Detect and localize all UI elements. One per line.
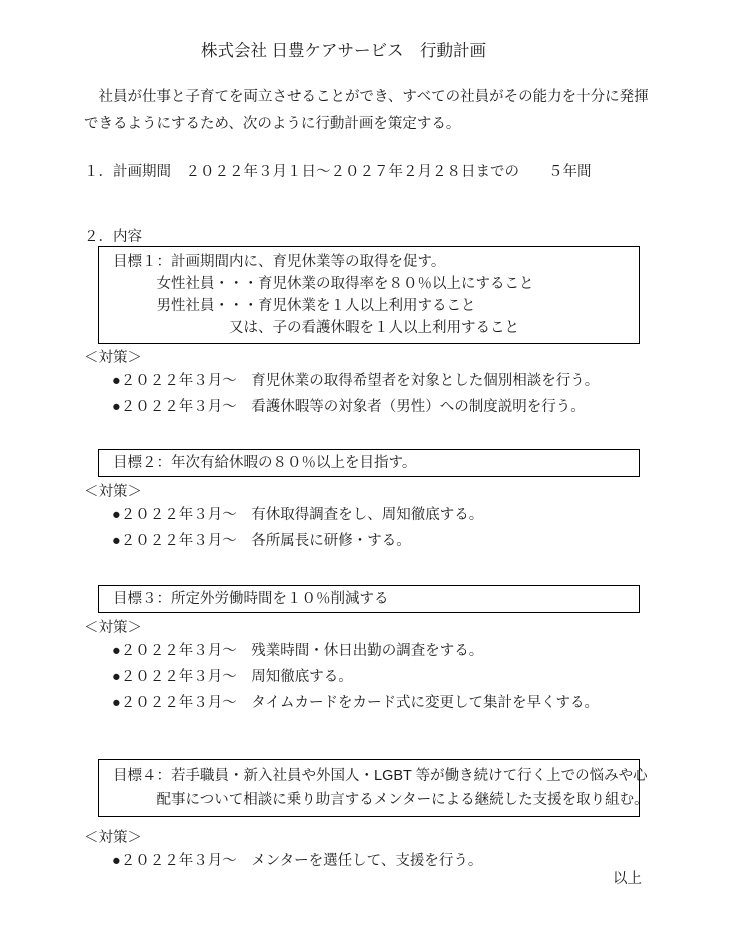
goal-1-measures-label: ＜対策＞ xyxy=(84,350,142,366)
goal-1-measure-1: ●２０２２年３月～ 育児休業の取得希望者を対象とした個別相談を行う。 xyxy=(112,373,600,389)
goal-3-line-1: 目標３：所定外労働時間を１０％削減する xyxy=(113,591,389,607)
goal-3-measures-list xyxy=(112,638,655,716)
section-2-heading: ２．内容 xyxy=(84,229,142,245)
goal-1-measures-list xyxy=(112,368,655,420)
goal-4-box xyxy=(98,759,649,817)
goal-1-line-1: 目標１：計画期間内に、育児休業等の取得を促す。 xyxy=(113,254,446,270)
goal-1-line-2: 女性社員・・・育児休業の取得率を８０％以上にすること xyxy=(113,276,534,292)
goal-3-measures-label: ＜対策＞ xyxy=(84,620,142,636)
goal-4-line-2: 配事について相談に乗り助言するメンターによる継続した支援を取り組む。 xyxy=(113,792,649,808)
goal-1-line-4: 又は、子の看護休暇を１人以上利用すること xyxy=(113,320,519,336)
goal-3-box xyxy=(98,585,640,613)
goal-2-measures-list xyxy=(112,502,655,554)
goal-1-measure-2: ●２０２２年３月～ 看護休暇等の対象者（男性）への制度説明を行う。 xyxy=(112,399,585,415)
goal-1-box xyxy=(98,246,640,344)
section-1-heading: １．計画期間 ２０２２年３月１日～２０２７年２月２８日までの ５年間 xyxy=(84,164,592,180)
intro-paragraph: 社員が仕事と子育てを両立させることができ、すべての社員がその能力を十分に発揮できるようにするため、次のように行動計画を策定する。 xyxy=(84,89,649,132)
goal-3-measure-3: ●２０２２年３月～ タイムカードをカード式に変更して集計を早くする。 xyxy=(112,695,599,711)
document-title: 株式会社 日豊ケアサービス 行動計画 xyxy=(200,42,487,60)
goal-2-measure-2: ●２０２２年３月～ 各所属長に研修・する。 xyxy=(112,533,411,549)
closing-label: 以上 xyxy=(613,871,642,887)
goal-2-line-1: 目標２：年次有給休暇の８０％以上を目指す。 xyxy=(113,455,417,471)
goal-4-line-1: 目標４：若手職員・新入社員や外国人・LGBT 等が働き続けて行く上での悩みや心 xyxy=(113,768,648,784)
goal-2-measures-label: ＜対策＞ xyxy=(84,484,142,500)
goal-3-measure-1: ●２０２２年３月～ 残業時間・休日出勤の調査をする。 xyxy=(112,643,484,659)
goal-3-measure-2: ●２０２２年３月～ 周知徹底する。 xyxy=(112,669,353,685)
goal-1-line-3: 男性社員・・・育児休業を１人以上利用すること xyxy=(113,298,476,314)
goal-4-measures-label: ＜対策＞ xyxy=(84,830,142,846)
goal-2-measure-1: ●２０２２年３月～ 有休取得調査をし、周知徹底する。 xyxy=(112,507,484,523)
goal-2-box xyxy=(98,449,640,477)
goal-4-measure-1: ●２０２２年３月～ メンターを選任して、支援を行う。 xyxy=(112,853,483,869)
